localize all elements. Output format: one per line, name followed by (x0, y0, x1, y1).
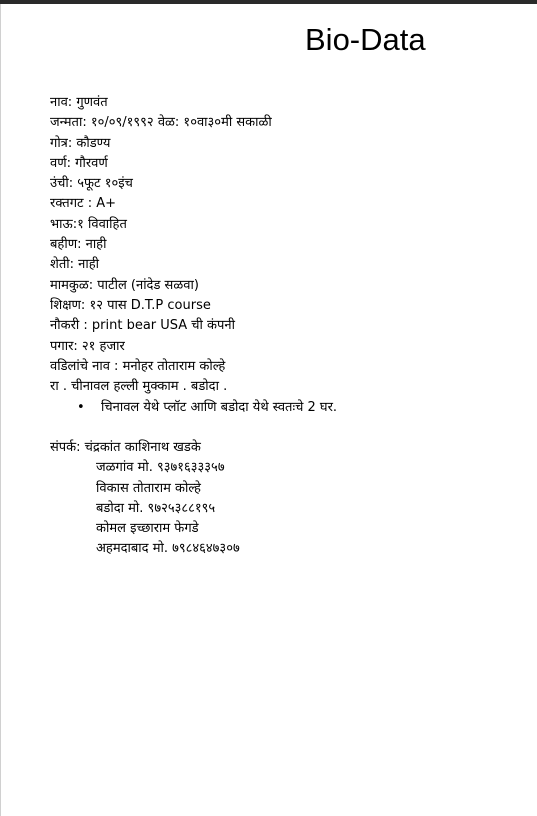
detail-line-birth: जन्मता: १०/०९/१९९२ वेळ: १०वा३०मी सकाळी (50, 115, 272, 131)
contact-line: अहमदाबाद मो. ७९८४६४७३०७ (96, 541, 240, 557)
document-page (0, 4, 537, 816)
bullet-symbol: • (77, 400, 85, 415)
property-bullet (77, 398, 337, 418)
biodata-details-list (50, 93, 272, 397)
property-text: चिनावल येथे प्लॉट आणि बडोदा येथे स्वतःचे 2 घर. (101, 400, 338, 415)
detail-line-complexion: वर्ण: गौरवर्ण (50, 155, 108, 171)
detail-line-farm: शेती: नाही (50, 257, 99, 273)
contact-line: बडोदा मो. ९७२५३८८१९५ (96, 500, 216, 516)
contact-line: जळगांव मो. ९३७१६३३३५७ (96, 460, 225, 476)
detail-line-father-name: वडिलांचे नाव : मनोहर तोताराम कोल्हे (50, 358, 226, 374)
detail-line-sister: बहीण: नाही (50, 237, 107, 253)
detail-line-blood-group: रक्तगट : A+ (50, 196, 116, 212)
contact-line: विकास तोताराम कोल्हे (96, 480, 201, 496)
detail-line-education: शिक्षण: १२ पास D.T.P course (50, 297, 211, 313)
contact-heading: संपर्क: चंद्रकांत काशिनाथ खडके (50, 440, 201, 455)
detail-line-residence: रा . चीनावल हल्ली मुक्काम . बडोदा . (50, 379, 228, 395)
detail-line-height: उंची: ५फूट १०इंच (50, 176, 133, 192)
contact-line: कोमल इच्छाराम फेगडे (96, 521, 199, 537)
contact-list (50, 458, 240, 559)
contact-section (50, 438, 240, 560)
detail-line-salary: पगार: २१ हजार (50, 338, 125, 354)
detail-line-name: नाव: गुणवंत (50, 95, 108, 110)
detail-line-maternal-family: मामकुळ: पाटील (नांदेड सळवा) (50, 277, 199, 293)
detail-line-gotra: गोत्र: कौडण्य (50, 135, 111, 151)
document-title: Bio-Data (305, 22, 426, 57)
detail-line-brother: भाऊ:१ विवाहित (50, 216, 127, 232)
detail-line-job: नौकरी : print bear USA ची कंपनी (50, 318, 236, 334)
